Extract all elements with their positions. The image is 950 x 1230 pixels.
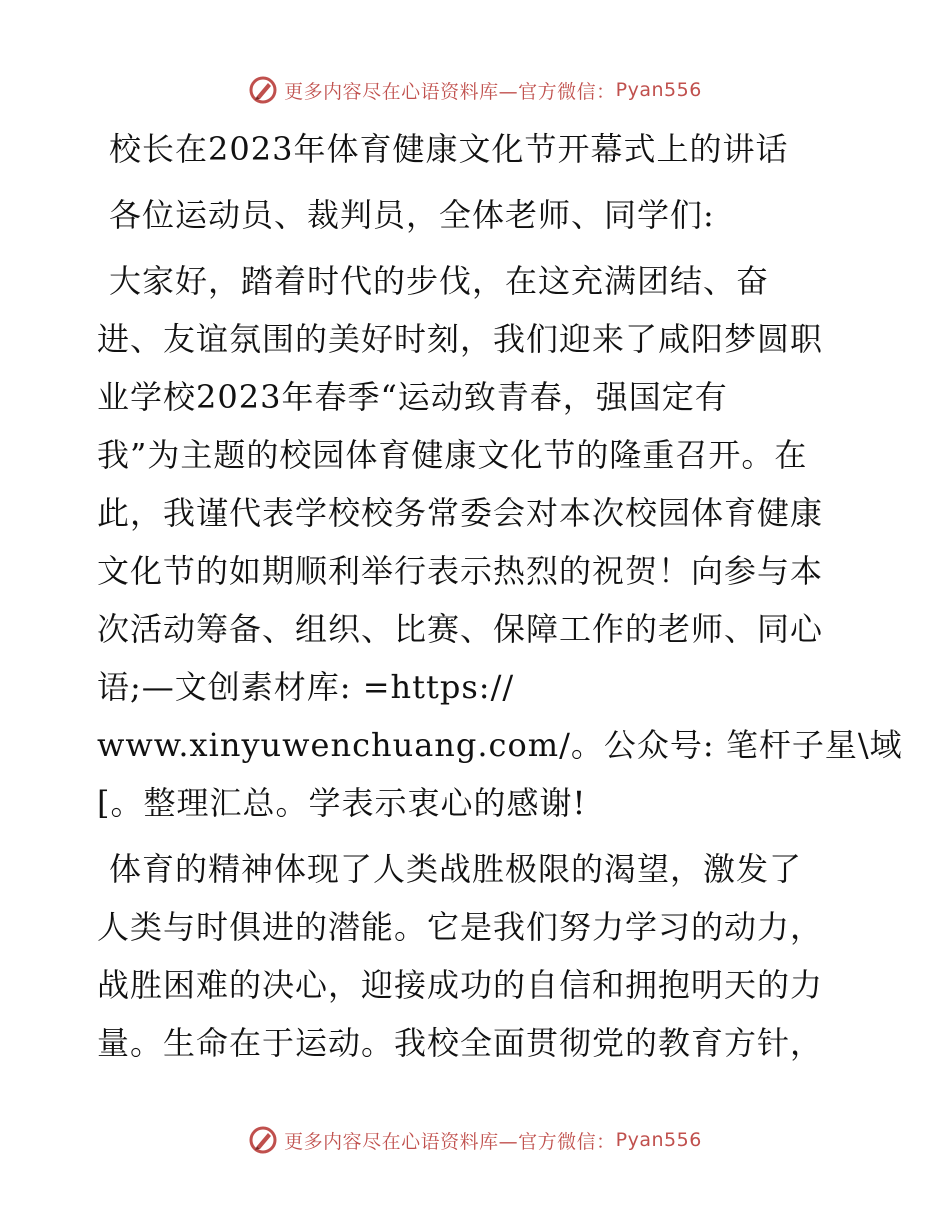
- watermark-wechat-id: Pyan556: [615, 79, 702, 101]
- header-watermark: [0, 70, 950, 110]
- paragraph-line: 进、友谊氛围的美好时刻，我们迎来了咸阳梦圆职: [97, 320, 824, 358]
- paragraph-line: 文化节的如期顺利举行表示热烈的祝贺！向参与本: [97, 552, 824, 590]
- watermark-wechat-id: Pyan556: [615, 1129, 702, 1151]
- watermark-text: 更多内容尽在心语资料库—官方微信：: [284, 1130, 616, 1153]
- greeting: 各位运动员、裁判员，全体老师、同学们:: [109, 196, 715, 234]
- footer-watermark: [0, 1120, 950, 1160]
- paragraph-line: 大家好，踏着时代的步伐，在这充满团结、奋: [109, 262, 770, 300]
- paragraph-2: [97, 840, 857, 1072]
- paragraph-line: 次活动筹备、组织、比赛、保障工作的老师、同心: [97, 610, 824, 648]
- document-title: 校长在2023年体育健康文化节开幕式上的讲话: [109, 130, 789, 168]
- paragraph-line: 战胜困难的决心，迎接成功的自信和拥抱明天的力: [97, 966, 824, 1004]
- paragraph-line: 量。生命在于运动。我校全面贯彻党的教育方针，: [97, 1024, 824, 1062]
- pen-logo-icon: [248, 1125, 278, 1155]
- paragraph-line: [。整理汇总。学表示衷心的感谢!: [97, 784, 587, 822]
- pen-logo-icon: [248, 75, 278, 105]
- paragraph-line: 人类与时俱进的潜能。它是我们努力学习的动力，: [97, 908, 824, 946]
- document-body: [97, 120, 903, 1072]
- paragraph-line: 我”为主题的校园体育健康文化节的隆重召开。在: [97, 436, 808, 474]
- paragraph-line: 此，我谨代表学校校务常委会对本次校园体育健康: [97, 494, 824, 532]
- paragraph-1: [97, 252, 903, 832]
- watermark-text: 更多内容尽在心语资料库—官方微信：: [284, 80, 616, 103]
- paragraph-line: 语;—文创素材库: =https://: [97, 668, 515, 706]
- paragraph-line: 业学校2023年春季“运动致青春，强国定有: [97, 378, 728, 416]
- paragraph-line: 体育的精神体现了人类战胜极限的渴望，激发了: [109, 850, 803, 888]
- paragraph-line: www.xinyuwenchuang.com/。公众号: 笔杆子星\域: [97, 726, 903, 764]
